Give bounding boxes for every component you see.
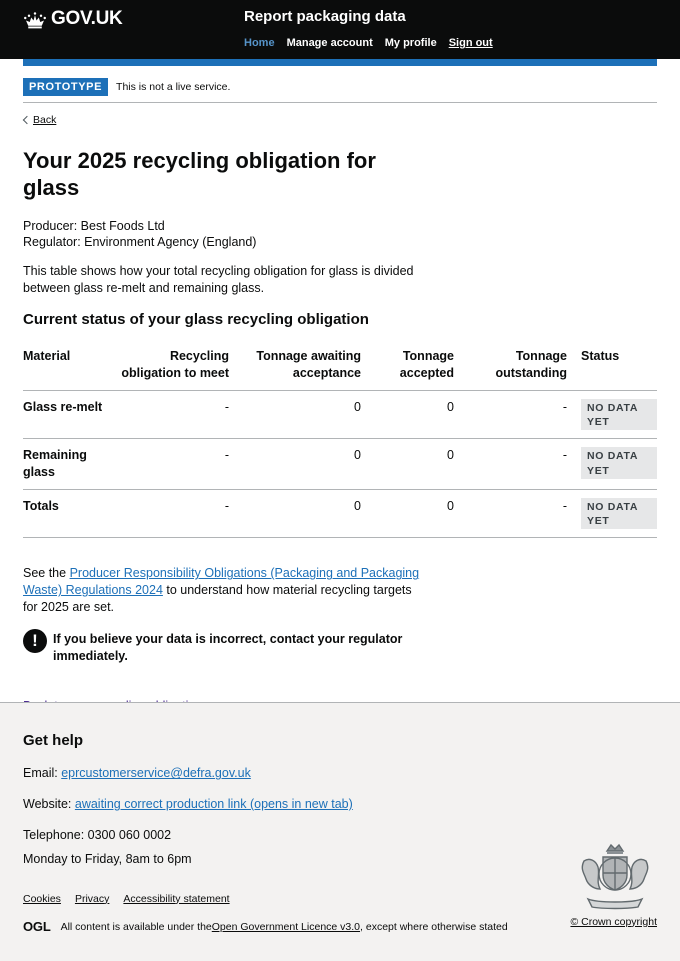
cell-status — [571, 391, 657, 439]
site-footer — [0, 702, 680, 961]
regulations-suffix: to understand how material recycling targets for 2025 are set. — [23, 583, 412, 615]
cell-material: Remaining glass — [23, 439, 115, 490]
table-row — [23, 490, 657, 538]
cell-awaiting: 0 — [233, 439, 365, 490]
email-link[interactable]: eprcustomerservice@defra.gov.uk — [61, 766, 251, 781]
website-link[interactable]: awaiting correct production link (opens in new tab) — [74, 797, 353, 812]
cell-accepted: 0 — [365, 439, 458, 490]
nav-sign-out[interactable]: Sign out — [448, 37, 493, 49]
footer-hours: Monday to Friday, 8am to 6pm — [23, 851, 192, 866]
main-content — [0, 103, 680, 715]
header-status: Status — [571, 348, 657, 390]
table-row — [23, 391, 657, 439]
logo-text: GOV.UK — [51, 8, 123, 29]
govuk-logo-link[interactable] — [23, 6, 122, 32]
table-description: This table shows how your total recycling obligation for glass is divided between glass re-melt and remaining glass. — [23, 264, 414, 296]
footer-heading: Get help — [23, 732, 84, 749]
service-name[interactable]: Report packaging data — [244, 8, 406, 25]
warning-text — [23, 629, 413, 665]
nav-my-profile[interactable]: My profile — [384, 37, 437, 49]
email-label: Email: — [23, 766, 62, 781]
status-heading: Current status of your glass recycling obligation — [23, 311, 369, 329]
ogl-logo: OGL — [23, 918, 51, 934]
cell-material: Glass re-melt — [23, 391, 115, 439]
status-badge: NO DATA YET — [581, 447, 657, 478]
footer-website — [23, 796, 657, 813]
obligation-table — [23, 348, 657, 538]
cell-outstanding: - — [458, 439, 571, 490]
footer-telephone: Telephone: 0300 060 0002 — [23, 828, 172, 842]
footer-email — [23, 765, 657, 782]
site-header — [0, 0, 680, 59]
footer-licence — [23, 918, 657, 936]
back-link[interactable]: Back — [23, 113, 56, 127]
table-row — [23, 439, 657, 490]
cell-accepted: 0 — [365, 391, 458, 439]
licence-suffix: , except where otherwise stated — [360, 920, 508, 933]
royal-coat-of-arms-icon — [574, 841, 656, 911]
crown-copyright-link[interactable]: © Crown copyright — [570, 915, 657, 928]
header-material: Material — [23, 348, 115, 390]
warning-message: If you believe your data is incorrect, contact your regulator immediately. — [53, 632, 403, 663]
cell-status — [571, 439, 657, 490]
nav-manage-account[interactable]: Manage account — [286, 37, 373, 49]
phase-tag: PROTOTYPE — [23, 78, 108, 97]
cell-obligation: - — [115, 391, 233, 439]
header-awaiting: Tonnage awaiting acceptance — [233, 348, 365, 390]
licence-prefix: All content is available under the — [60, 920, 212, 933]
regulations-paragraph — [23, 565, 428, 616]
status-badge: NO DATA YET — [581, 399, 657, 430]
header-accepted: Tonnage accepted — [365, 348, 458, 390]
cell-status — [571, 490, 657, 538]
cell-outstanding: - — [458, 490, 571, 538]
cell-awaiting: 0 — [233, 391, 365, 439]
page-title: Your 2025 recycling obligation for glass — [23, 147, 376, 200]
cell-outstanding: - — [458, 391, 571, 439]
cell-obligation: - — [115, 439, 233, 490]
header-obligation: Recycling obligation to meet — [115, 348, 233, 390]
producer-name: Producer: Best Foods Ltd — [23, 218, 165, 233]
cell-awaiting: 0 — [233, 490, 365, 538]
producer-details — [23, 218, 657, 252]
phase-text: This is not a live service. — [116, 80, 231, 93]
crown-icon — [23, 9, 47, 29]
footer-link-cookies[interactable]: Cookies — [23, 892, 61, 905]
regulations-link[interactable]: Producer Responsibility Obligations (Packaging and Packaging Waste) Regulations 2024 — [23, 566, 420, 598]
warning-icon: ! — [23, 629, 47, 653]
table-header-row — [23, 348, 657, 390]
footer-link-privacy[interactable]: Privacy — [74, 892, 110, 905]
regulations-prefix: See the — [23, 566, 70, 581]
footer-link-accessibility[interactable]: Accessibility statement — [123, 892, 230, 905]
header-outstanding: Tonnage outstanding — [458, 348, 571, 390]
nav-home[interactable]: Home — [244, 37, 275, 49]
website-label: Website: — [23, 797, 75, 812]
cell-material: Totals — [23, 490, 115, 538]
cell-accepted: 0 — [365, 490, 458, 538]
footer-links — [23, 892, 657, 906]
status-badge: NO DATA YET — [581, 498, 657, 529]
header-blue-bar — [23, 59, 657, 66]
phase-banner — [23, 73, 657, 103]
cell-obligation: - — [115, 490, 233, 538]
header-nav — [244, 36, 493, 51]
licence-link[interactable]: Open Government Licence v3.0 — [211, 920, 361, 933]
regulator-name: Regulator: Environment Agency (England) — [23, 235, 257, 250]
